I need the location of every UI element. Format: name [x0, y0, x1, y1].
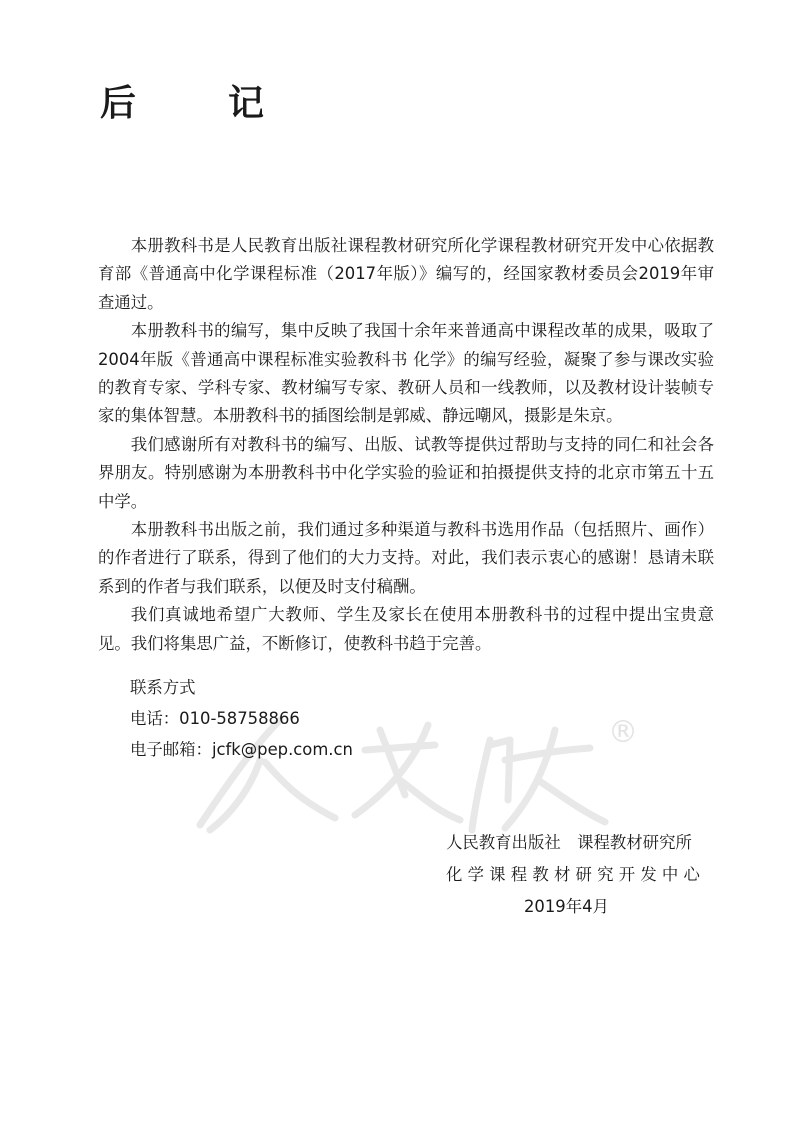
registered-mark-icon: ® — [608, 715, 638, 750]
paragraph-1: 本册教科书是人民教育出版社课程教材研究所化学课程教材研究开发中心依据教育部《普通高中化学课程标准（2017年版）》编写的，经国家教材委员会2019年审查通过。 — [98, 236, 714, 312]
paragraph-4: 本册教科书出版之前，我们通过多种渠道与教科书选用作品（包括照片、画作）的作者进行了联系，得到了他们的大力支持。对此，我们表示衷心的感谢！恳请未联系到的作者与我们联系，以便及时支付稿酬。 — [98, 520, 714, 596]
paragraph-5: 我们真诚地希望广大教师、学生及家长在使用本册教科书的过程中提出宝贵意见。我们将集思广益，不断修订，使教科书趋于完善。 — [98, 605, 714, 653]
page-title: 后 记 — [100, 83, 293, 124]
contact-phone: 电话：010-58758866 — [130, 709, 300, 728]
contact-info — [130, 672, 353, 765]
signature-publisher: 人民教育出版社 课程教材研究所 — [446, 833, 692, 852]
paragraph-3: 我们感谢所有对教科书的编写、出版、试教等提供过帮助与支持的同仁和社会各界朋友。特别感谢为本册教科书中化学实验的验证和拍摄提供支持的北京市第五十五中学。 — [98, 434, 714, 511]
paragraph-2: 本册教科书的编写，集中反映了我国十余年来普通高中课程改革的成果，吸取了2004年版《普通高中课程标准实验教科书 化学》的编写经验，凝聚了参与课改实验的教育专家、学科专家、教材编写专家、教研人员和一线教师，以及教材设计装帧专家的集体智慧。本册教科书的插图绘制是郭威、静远嘲风，摄影是朱京。 — [98, 321, 714, 426]
contact-heading: 联系方式 — [130, 678, 196, 697]
signature-block — [420, 827, 710, 923]
signature-date: 2019年4月 — [524, 897, 609, 916]
contact-email: 电子邮箱：jcfk@pep.com.cn — [130, 740, 353, 759]
signature-center: 化学课程教材研究开发中心 — [446, 865, 706, 884]
afterword-body — [98, 232, 714, 658]
